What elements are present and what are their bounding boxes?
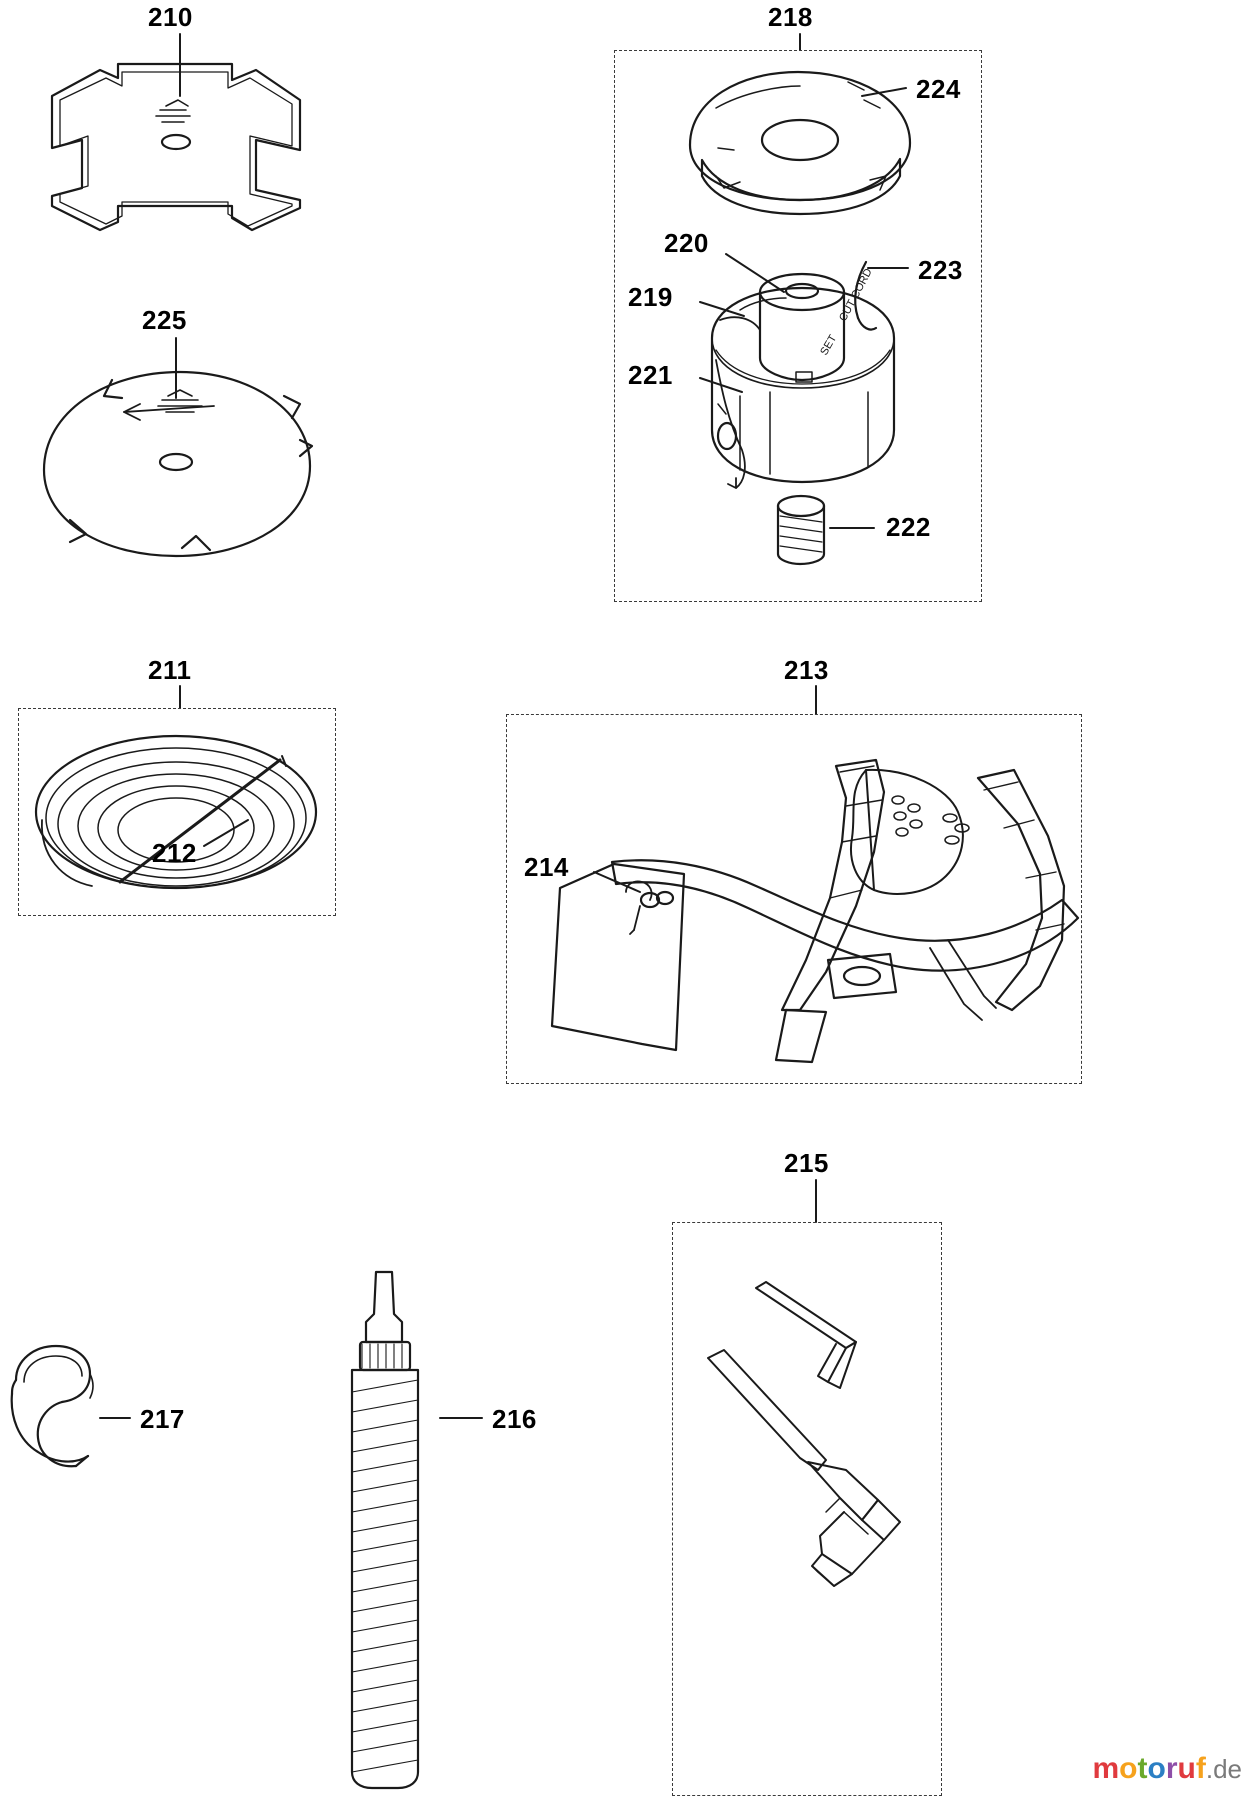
svg-text:CUT CORD: CUT CORD xyxy=(837,266,875,324)
watermark-letter-t: t xyxy=(1137,1752,1148,1785)
callout-216[interactable]: 216 xyxy=(492,1404,537,1434)
callout-224[interactable]: 224 xyxy=(916,74,961,104)
group-box-211 xyxy=(18,708,336,916)
svg-text:SET: SET xyxy=(818,332,840,358)
callout-220[interactable]: 220 xyxy=(664,228,709,258)
callout-221[interactable]: 221 xyxy=(628,360,673,390)
group-box-213 xyxy=(506,714,1082,1084)
callout-213[interactable]: 213 xyxy=(784,655,829,685)
group-box-215 xyxy=(672,1222,942,1796)
watermark-letter-o1: o xyxy=(1119,1752,1138,1785)
watermark-letter-f: f xyxy=(1195,1752,1206,1785)
callout-211[interactable]: 211 xyxy=(148,655,192,685)
part-225-retaining-disc xyxy=(44,372,312,556)
watermark-letter-u: u xyxy=(1177,1752,1196,1785)
callout-222[interactable]: 222 xyxy=(886,512,931,542)
watermark-letter-o2: o xyxy=(1147,1752,1166,1785)
callout-214[interactable]: 214 xyxy=(524,852,569,882)
callout-223[interactable]: 223 xyxy=(918,255,963,285)
callout-217[interactable]: 217 xyxy=(140,1404,185,1434)
callout-225[interactable]: 225 xyxy=(142,305,187,335)
callout-212[interactable]: 212 xyxy=(152,838,197,868)
watermark-motoruf xyxy=(1092,1752,1242,1786)
watermark-letter-r: r xyxy=(1165,1752,1178,1785)
watermark-letter-m: m xyxy=(1092,1752,1120,1785)
callout-215[interactable]: 215 xyxy=(784,1148,829,1178)
part-210-blade-plate xyxy=(52,64,300,230)
watermark-tld: .de xyxy=(1205,1754,1242,1784)
part-216-oil-bottle xyxy=(352,1272,418,1788)
callout-219[interactable]: 219 xyxy=(628,282,673,312)
callout-210[interactable]: 210 xyxy=(148,2,193,32)
part-217-clip xyxy=(12,1346,93,1466)
callout-218[interactable]: 218 xyxy=(768,2,813,32)
